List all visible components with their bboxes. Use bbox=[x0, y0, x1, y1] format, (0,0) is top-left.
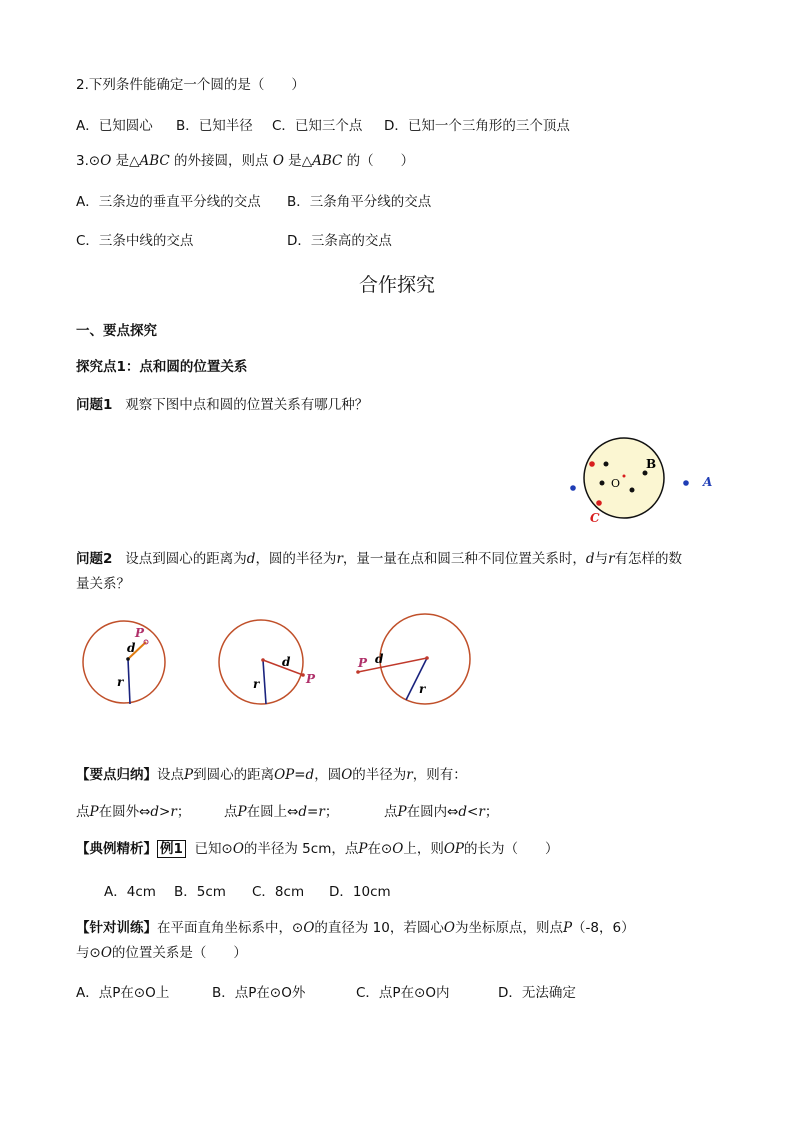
var-d: d bbox=[246, 551, 256, 567]
practice-option-c: C．点P在⊙O内 bbox=[356, 985, 450, 1001]
example-text: 上，则 bbox=[403, 841, 444, 857]
figure-2-label-r: r bbox=[419, 682, 426, 696]
problem-1-text: 观察下图中点和圆的位置关系有哪几种？ bbox=[125, 397, 369, 413]
figure-2-label-p: P bbox=[306, 672, 316, 686]
practice-option-d: D．无法确定 bbox=[498, 985, 576, 1001]
figure-1-inner-point bbox=[630, 488, 635, 493]
circle-symbol: ⊙ bbox=[89, 945, 101, 961]
practice-text: 与 bbox=[76, 945, 90, 961]
figure-2-center-dot bbox=[425, 656, 429, 660]
example-text: 的长为（ ） bbox=[464, 841, 559, 857]
q3-option-b: B．三条角平分线的交点 bbox=[287, 194, 432, 210]
q3-text: 是 bbox=[111, 153, 130, 169]
practice-text: 的直径为 10，若圆心 bbox=[314, 920, 444, 936]
figure-2-circle-outside-case bbox=[356, 614, 470, 704]
figure-2-label-p: P bbox=[135, 626, 145, 640]
figure-2-label-d: d bbox=[282, 655, 291, 669]
relation-inside: 点P在圆内⇔d<r； bbox=[384, 804, 499, 820]
figure-1-inner-point bbox=[643, 471, 648, 476]
figure-1-center-dot bbox=[623, 475, 626, 478]
relation-on: 点P在圆上⇔d=r； bbox=[224, 804, 339, 820]
example-label: 【典例精析】 bbox=[76, 841, 157, 857]
figure-distance-radius bbox=[76, 612, 476, 712]
circle-symbol: ⊙ bbox=[292, 920, 304, 936]
practice-text: （-8，6） bbox=[572, 920, 635, 936]
var-o: O bbox=[341, 767, 353, 783]
example-1-stem bbox=[76, 840, 559, 858]
ex1-option-d: D．10cm bbox=[329, 884, 391, 900]
figure-2-center-dot bbox=[126, 657, 130, 661]
q3-option-d: D．三条高的交点 bbox=[287, 233, 392, 249]
problem-2-text: ，圆的半径为 bbox=[255, 551, 337, 567]
problem-2-text: 有怎样的数 bbox=[614, 551, 683, 567]
problem-1-label: 问题1 bbox=[76, 397, 113, 413]
var-o: O bbox=[100, 153, 112, 169]
circle-symbol: ⊙ bbox=[88, 153, 101, 169]
var-op: OP bbox=[443, 841, 464, 857]
summary-text: 到圆心的距离 bbox=[193, 767, 275, 783]
problem-1 bbox=[76, 396, 368, 414]
figure-2-circle bbox=[83, 621, 165, 703]
summary-label: 【要点归纳】 bbox=[76, 767, 157, 783]
example-text: 的半径为 5cm，点 bbox=[243, 841, 359, 857]
figure-1-label-c: C bbox=[590, 511, 600, 525]
figure-1-label-b: B bbox=[646, 457, 657, 471]
figure-2-circle-inside-case bbox=[83, 621, 165, 704]
heading-key-points: 一、要点探究 bbox=[76, 323, 157, 339]
figure-1-label-o: O bbox=[611, 477, 621, 490]
question-2-options bbox=[76, 117, 570, 135]
figure-2-radius-line bbox=[128, 659, 130, 704]
var-o: O bbox=[392, 841, 404, 857]
heading-explore-point-1: 探究点1：点和圆的位置关系 bbox=[76, 359, 248, 375]
figure-2-point bbox=[356, 670, 360, 674]
practice-option-b: B．点P在⊙O外 bbox=[212, 985, 306, 1001]
ex1-option-b: B．5cm bbox=[174, 884, 226, 900]
practice-text: 在平面直角坐标系中， bbox=[157, 920, 292, 936]
var-o: O bbox=[272, 153, 284, 169]
problem-2-text: 与 bbox=[594, 551, 609, 567]
ex1-option-a: A．4cm bbox=[104, 884, 156, 900]
var-d: d bbox=[585, 551, 595, 567]
ex1-option-c: C．8cm bbox=[252, 884, 305, 900]
practice-text: 的位置关系是（ ） bbox=[111, 945, 247, 961]
var-o: O bbox=[232, 841, 244, 857]
example-1-options bbox=[104, 883, 391, 901]
circle-symbol: ⊙ bbox=[380, 841, 393, 857]
example-text: 已知 bbox=[194, 841, 222, 857]
var-op-d: OP=d bbox=[274, 767, 315, 783]
practice-text: 为坐标原点，则点 bbox=[454, 920, 563, 936]
triangle-symbol: △ bbox=[301, 153, 313, 169]
figure-1-inner-point bbox=[600, 481, 605, 486]
section-title: 合作探究 bbox=[358, 274, 435, 296]
practice-options bbox=[76, 984, 576, 1002]
q3-text: 的外接圆，则点 bbox=[169, 153, 273, 169]
question-2-stem: 2.下列条件能确定一个圆的是（ ） bbox=[76, 77, 305, 93]
circle-symbol: ⊙ bbox=[221, 841, 233, 857]
q2-option-a: A．已知圆心 bbox=[76, 118, 153, 134]
var-p: P bbox=[358, 841, 368, 857]
summary-text: ，则有： bbox=[412, 767, 467, 783]
figure-2-label-p: P bbox=[358, 656, 368, 670]
var-r: r bbox=[336, 551, 343, 567]
var-p: P bbox=[562, 920, 573, 936]
q3-text: 是 bbox=[283, 153, 302, 169]
figure-1-outer-point bbox=[683, 480, 689, 486]
figure-2-label-r: r bbox=[253, 677, 260, 691]
q2-option-c: C．已知三个点 bbox=[272, 118, 363, 134]
summary-line bbox=[76, 766, 467, 784]
relation-outside: 点P在圆外⇔d>r； bbox=[76, 804, 191, 820]
question-3-options-row1 bbox=[76, 193, 431, 211]
example-1-box: 例1 bbox=[157, 840, 186, 858]
q3-number: 3. bbox=[76, 153, 89, 169]
summary-relations bbox=[76, 803, 498, 821]
figure-2-center-dot bbox=[261, 658, 265, 662]
figure-1-on-circle-point bbox=[589, 461, 595, 467]
figure-2-point bbox=[301, 673, 305, 677]
practice-line-2 bbox=[76, 944, 247, 962]
q3-option-a: A．三条边的垂直平分线的交点 bbox=[76, 194, 261, 210]
var-o: O bbox=[443, 920, 455, 936]
var-p: P bbox=[184, 767, 194, 783]
q3-option-c: C．三条中线的交点 bbox=[76, 233, 194, 249]
var-r: r bbox=[608, 551, 615, 567]
var-o: O bbox=[100, 945, 112, 961]
figure-2-label-d: d bbox=[127, 641, 136, 655]
practice-option-a: A．点P在⊙O上 bbox=[76, 985, 170, 1001]
problem-2-label: 问题2 bbox=[76, 551, 113, 567]
figure-2-radius-line bbox=[263, 660, 266, 704]
var-o: O bbox=[303, 920, 315, 936]
figure-1-on-circle-point bbox=[596, 500, 602, 506]
practice-label: 【针对训练】 bbox=[76, 920, 157, 936]
q2-option-b: B．已知半径 bbox=[176, 118, 253, 134]
figure-point-circle-positions bbox=[560, 435, 730, 530]
q2-option-d: D．已知一个三角形的三个顶点 bbox=[384, 118, 570, 134]
figure-1-circle bbox=[584, 438, 664, 518]
var-r: r bbox=[406, 767, 413, 783]
summary-text: ，圆 bbox=[314, 767, 342, 783]
figure-1-outer-point bbox=[570, 485, 576, 491]
figure-2-label-d: d bbox=[375, 652, 384, 666]
problem-2-text: 设点到圆心的距离为 bbox=[125, 551, 247, 567]
practice-line-1 bbox=[76, 919, 635, 937]
summary-text: 的半径为 bbox=[352, 767, 407, 783]
problem-2-text: ，量一量在点和圆三种不同位置关系时， bbox=[342, 551, 586, 567]
figure-2-distance-line bbox=[358, 658, 427, 672]
example-text: 在 bbox=[367, 841, 381, 857]
question-3-stem bbox=[76, 152, 414, 170]
question-3-options-row2 bbox=[76, 232, 392, 250]
figure-1-label-a: A bbox=[703, 475, 713, 489]
figure-2-circle-on-case bbox=[219, 620, 316, 704]
var-abc: ABC bbox=[312, 153, 343, 169]
summary-text: 设点 bbox=[157, 767, 184, 783]
problem-2-line-2: 量关系？ bbox=[76, 576, 130, 592]
figure-2-circle bbox=[219, 620, 303, 704]
var-abc: ABC bbox=[139, 153, 170, 169]
problem-2-line-1 bbox=[76, 550, 682, 568]
figure-1-inner-point bbox=[604, 462, 609, 467]
figure-2-label-r: r bbox=[117, 675, 124, 689]
triangle-symbol: △ bbox=[129, 153, 140, 169]
q3-text: 的（ ） bbox=[342, 153, 415, 169]
